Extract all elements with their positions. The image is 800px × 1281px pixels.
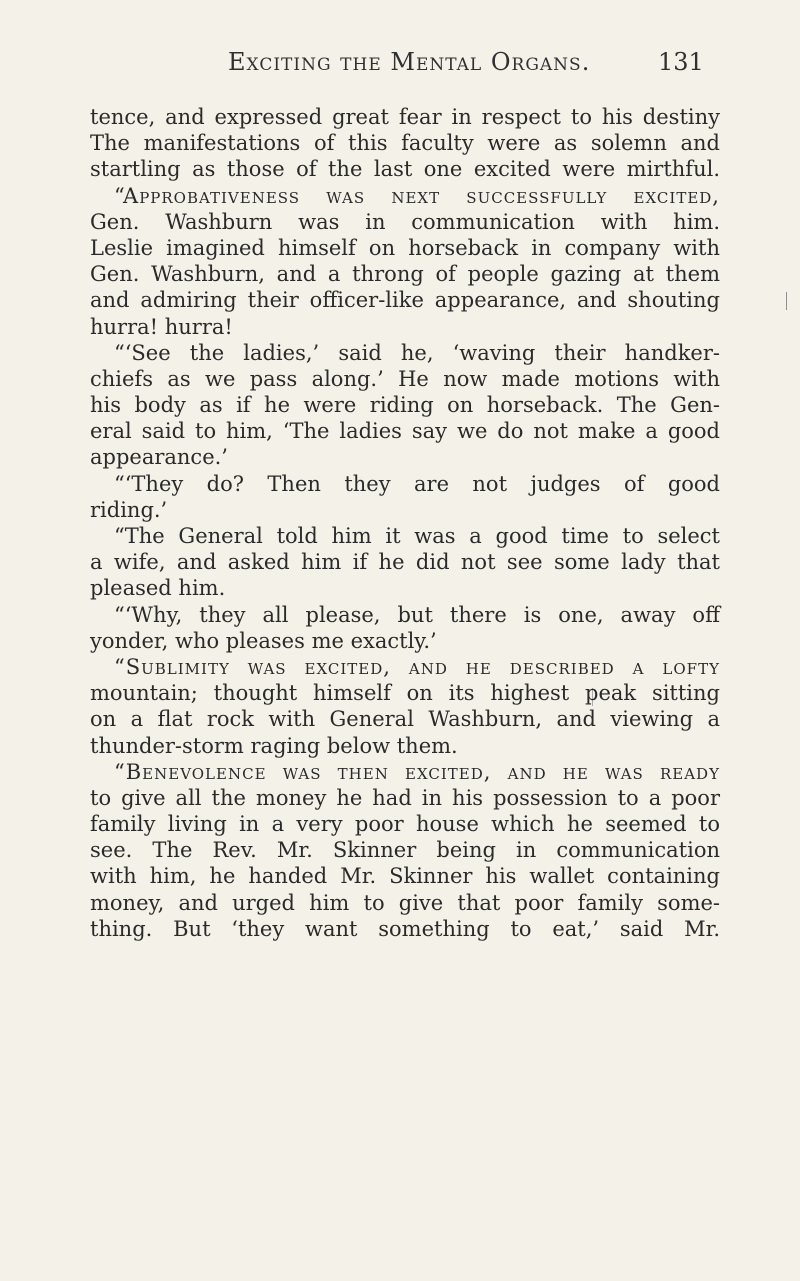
text-line: appearance.’ [90, 445, 228, 470]
text-line: mountain; thought himself on its highest peak sitting [90, 681, 720, 706]
text-line: riding.’ [90, 497, 168, 522]
running-head [0, 48, 800, 82]
text-line: his body as if he were riding on horseback. The Gen- [90, 393, 720, 418]
page-number: 131 [658, 48, 704, 76]
text-line: Leslie imagined himself on horseback in company with [90, 235, 720, 260]
text-line: pleased him. [90, 576, 226, 601]
text-line: “The General told him it was a good time to select [114, 524, 720, 548]
text-line: yonder, who pleases me exactly.’ [90, 628, 437, 653]
text-line: money, and urged him to give that poor family some- [90, 890, 720, 915]
text-line: startling as those of the last one excited were mirthful. [90, 157, 720, 182]
text-line: “‘See the ladies,’ said he, ‘waving their handker- [114, 340, 720, 365]
text-line: chiefs as we pass along.’ He now made motions with [90, 366, 720, 391]
text-line: see. The Rev. Mr. Skinner being in communication [90, 838, 720, 863]
text-line: “‘They do? Then they are not judges of good [114, 471, 720, 496]
text-line: family living in a very poor house which he seemed to [90, 812, 720, 837]
running-title: Exciting the Mental Organs. [228, 48, 591, 76]
text-line: to give all the money he had in his possession to a poor [90, 785, 720, 810]
text-line: “‘Why, they all please, but there is one, away off [114, 602, 720, 627]
margin-mark [786, 292, 787, 310]
text-line: a wife, and asked him if he did not see some lady that [90, 550, 720, 575]
text-line: on a flat rock with General Washburn, and viewing a [90, 707, 720, 732]
text-line: and admiring their officer-like appearance, and shouting [90, 288, 720, 313]
body-text [90, 104, 720, 942]
text-line: thing. But ‘they want something to eat,’ said Mr. [90, 916, 720, 941]
text-line: Gen. Washburn was in communication with him. [90, 209, 720, 234]
text-line: with him, he handed Mr. Skinner his wallet containing [90, 864, 720, 889]
text-line: “Benevolence was then excited, and he was ready [114, 759, 720, 784]
text-line: hurra! hurra! [90, 314, 233, 339]
text-line: The manifestations of this faculty were as solemn and [90, 131, 720, 156]
text-line: thunder-storm raging below them. [90, 733, 458, 758]
text-line: “Approbativeness was next successfully excited, [114, 183, 720, 208]
text-line: “Sublimity was excited, and he described a lofty [114, 654, 720, 679]
text-line: tence, and expressed great fear in respect to his destiny [90, 105, 720, 129]
text-line: eral said to him, ‘The ladies say we do not make a good [90, 419, 720, 444]
text-line: Gen. Washburn, and a throng of people gazing at them [90, 262, 720, 287]
